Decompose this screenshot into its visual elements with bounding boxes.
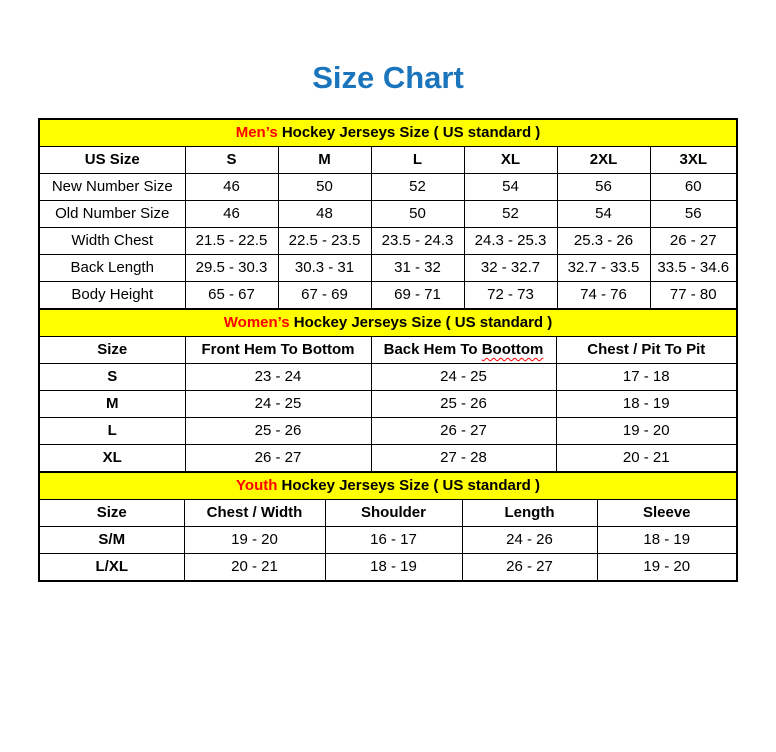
size-value-cell: 20 - 21 [184, 554, 325, 581]
row-label: XL [40, 445, 185, 472]
table-row [40, 228, 736, 255]
row-label: M [40, 391, 185, 418]
column-header: Chest / Width [184, 500, 325, 527]
column-header: L [371, 147, 464, 174]
womens-section-banner [40, 309, 736, 337]
size-value-cell: 72 - 73 [464, 282, 557, 309]
row-label: S/M [40, 527, 184, 554]
row-label: Width Chest [40, 228, 185, 255]
size-value-cell: 54 [557, 201, 650, 228]
youth-column-header-row [40, 500, 736, 527]
mens-section-banner [40, 120, 736, 147]
column-header: 2XL [557, 147, 650, 174]
size-value-cell: 69 - 71 [371, 282, 464, 309]
column-header: Size [40, 500, 184, 527]
size-value-cell: 46 [185, 174, 278, 201]
mens-banner-row [40, 120, 736, 147]
column-header: S [185, 147, 278, 174]
size-value-cell: 20 - 21 [622, 449, 670, 466]
size-value-cell: 54 [464, 174, 557, 201]
size-value-cell: 24 - 25 [185, 391, 371, 418]
size-value-cell: 46 [185, 201, 278, 228]
youth-section-banner [40, 472, 736, 500]
size-value-cell: 48 [278, 201, 371, 228]
size-value-cell: 21.5 - 22.5 [185, 228, 278, 255]
womens-banner-rest: Hockey Jerseys Size ( US standard ) [289, 314, 553, 331]
size-value-cell: 30.3 - 31 [278, 255, 371, 282]
column-header: Shoulder [325, 500, 462, 527]
row-label: New Number Size [40, 174, 185, 201]
column-header: M [278, 147, 371, 174]
column-header: Front Hem To Bottom [185, 337, 371, 364]
mens-size-table [40, 120, 736, 308]
column-header: Sleeve [597, 500, 736, 527]
size-value-cell: 26 - 27 [650, 228, 736, 255]
size-value-cell: 32.7 - 33.5 [557, 255, 650, 282]
table-row [40, 391, 736, 418]
table-row [40, 527, 736, 554]
size-value-cell: 60 [650, 174, 736, 201]
size-value-cell: 25 - 26 [185, 418, 371, 445]
size-value-cell: 19 - 20 [556, 418, 736, 445]
column-header: US Size [40, 147, 185, 174]
size-value-cell: 56 [557, 174, 650, 201]
column-header: XL [464, 147, 557, 174]
size-value-cell: 16 - 17 [325, 527, 462, 554]
size-value-cell: 17 - 18 [556, 364, 736, 391]
size-value-cell: 18 - 19 [325, 554, 462, 581]
column-header: Back Hem To Boottom [371, 337, 556, 364]
size-value-cell: 67 - 69 [278, 282, 371, 309]
size-value-cell: 26 - 27 [462, 554, 597, 581]
size-value-cell: 33.5 - 34.6 [650, 255, 736, 282]
table-row [40, 418, 736, 445]
size-value-cell: 24.3 - 25.3 [464, 228, 557, 255]
row-label: Back Length [40, 255, 185, 282]
size-value-cell: 19 - 20 [184, 527, 325, 554]
row-label: Body Height [40, 282, 185, 309]
size-value-cell: 25 - 26 [371, 391, 556, 418]
table-row [40, 174, 736, 201]
womens-table-body [40, 364, 736, 472]
size-value-cell: 24 - 26 [462, 527, 597, 554]
womens-banner-row [40, 309, 736, 337]
size-value-cell: 26 - 27 [371, 418, 556, 445]
size-value-cell: 65 - 67 [185, 282, 278, 309]
table-row [40, 201, 736, 228]
mens-table-body [40, 174, 736, 309]
youth-banner-row [40, 472, 736, 500]
size-value-cell: 52 [371, 174, 464, 201]
womens-column-header-row [40, 337, 736, 364]
youth-table-body [40, 527, 736, 581]
column-header: Size [40, 337, 185, 364]
column-header: Chest / Pit To Pit [556, 337, 736, 364]
size-value-cell: 18 - 19 [597, 527, 736, 554]
size-value-cell: 22.5 - 23.5 [278, 228, 371, 255]
page-title: Size Chart [312, 60, 464, 95]
size-value-cell: 74 - 76 [557, 282, 650, 309]
mens-column-header-row [40, 147, 736, 174]
size-value-cell: 27 - 28 [371, 445, 556, 472]
size-value-cell: 23.5 - 24.3 [371, 228, 464, 255]
size-value-cell: 52 [464, 201, 557, 228]
size-value-cell: 29.5 - 30.3 [185, 255, 278, 282]
mens-audience-label: Men’s [235, 124, 278, 141]
womens-size-table [40, 308, 736, 471]
size-value-cell: 32 - 32.7 [464, 255, 557, 282]
table-row [40, 364, 736, 391]
table-row [40, 445, 736, 472]
size-value-cell: 50 [278, 174, 371, 201]
size-value-cell: 26 - 27 [185, 445, 371, 472]
size-value-cell: 18 - 19 [556, 391, 736, 418]
column-header: 3XL [650, 147, 736, 174]
misspelled-word: Boottom [481, 341, 544, 358]
table-row [40, 255, 736, 282]
size-value-cell: 24 - 25 [371, 364, 556, 391]
size-value-cell: 56 [650, 201, 736, 228]
table-row [40, 554, 736, 581]
size-value-cell: 31 - 32 [371, 255, 464, 282]
row-label: Old Number Size [40, 201, 185, 228]
mens-banner-rest: Hockey Jerseys Size ( US standard ) [277, 124, 541, 141]
size-value-cell: 23 - 24 [185, 364, 371, 391]
size-chart-container [38, 118, 738, 582]
youth-size-table [40, 471, 736, 580]
size-value-cell: 19 - 20 [643, 558, 691, 575]
table-row [40, 282, 736, 309]
row-label: L [40, 418, 185, 445]
size-value-cell: 25.3 - 26 [557, 228, 650, 255]
youth-banner-rest: Hockey Jerseys Size ( US standard ) [277, 477, 541, 494]
size-value-cell: 77 - 80 [669, 286, 717, 303]
row-label: L/XL [40, 554, 184, 581]
row-label: S [40, 364, 185, 391]
size-value-cell: 50 [371, 201, 464, 228]
womens-audience-label: Women’s [223, 314, 290, 331]
youth-audience-label: Youth [236, 477, 278, 494]
column-header: Length [462, 500, 597, 527]
